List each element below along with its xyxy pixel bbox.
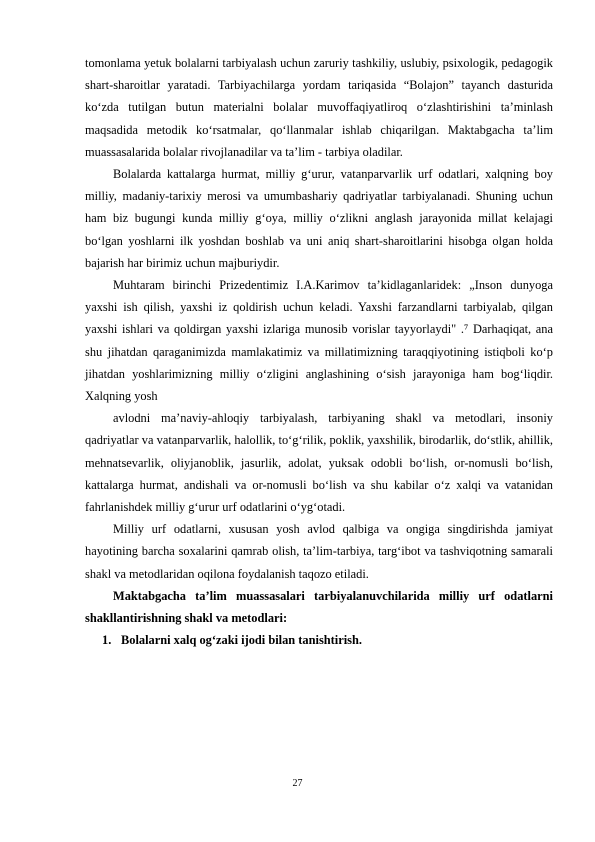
paragraph-5: Milliy urf odatlarni, xususan yosh avlod qalbiga va ongiga singdirishda jamiyat hayotining barcha soxalarini qamrab olish, ta’lim-tarbiya, targ‘ibot va tashviqotning samarali shakl va metodlaridan oqilona foydalanish taqozo etiladi. bbox=[85, 522, 553, 581]
paragraph-3: Muhtaram birinchi Prizedentimiz I.A.Karimov ta’kidlaganlaridek: „Inson dunyoga yaxshi ish qilish, yaxshi iz qoldirish uchun keladi. Yaxshi farzandlarni tarbiyalab, qilgan yaxshi ishlari va qoldirgan yaxshi izlariga munosib vorislar tayyorlaydi" .⁷ Darhaqiqat, ana shu jihatdan qaraganimizda mamlakatimiz va millatimizning taraqqiyotining istiqboli ko‘p jihatdan yoshlarimizning milliy o‘zligini anglashining o‘sish jarayoniga ham bog‘liqdir. Xalqning yosh bbox=[85, 278, 553, 404]
list-item-number: 1. bbox=[102, 633, 112, 648]
paragraph-2: Bolalarda kattalarga hurmat, milliy g‘urur, vatanparvarlik urf odatlari, xalqning boy milliy, madaniy-tarixiy merosi va umumbashariy qadriyatlar tarbiyalanadi. Shuning uchun ham biz bugungi kunda milliy g‘oya, milliy o‘zlikni anglash jarayonida millat kelajagi bo‘lgan yoshlarni ilk yoshdan boshlab va uni aniq shart-sharoitlarini hisobga olgan holda bajarish har birimiz uchun majburiydir. bbox=[85, 167, 553, 270]
paragraph-4: avlodni ma’naviy-ahloqiy tarbiyalash, tarbiyaning shakl va metodlari, insoniy qadriyatlar va vatanparvarlik, halollik, to‘g‘rilik, poklik, yaxshilik, birodarlik, do‘stlik, ahillik, mehnatsevarlik, oliyjanoblik, jasurlik, adolat, yuksak odobli bo‘lish, or-nomusli bo‘lish, kattalarga hurmat, andishali va or-nomusli bo‘lish va shu kabilar o‘z xalqi va vatanidan fahrlanishdek milliy g‘urur urf odatlarini o‘yg‘otadi. bbox=[85, 411, 553, 515]
section-heading: Maktabgacha ta’lim muassasalari tarbiyalanuvchilarida milliy urf odatlarni shakllantirishning shakl va metodlari: bbox=[85, 588, 553, 626]
body-text bbox=[85, 52, 553, 651]
list-item bbox=[85, 629, 553, 651]
paragraph-1: tomonlama yetuk bolalarni tarbiyalash uchun zaruriy tashkiliy, uslubiy, psixologik, pedagogik shart-sharoitlar yaratadi. Tarbiyachilarga yordam tariqasida “Bolajon” tayanch dasturida ko‘zda tutilgan butun materialni bolalar muvoffaqiyatliroq o‘zlashtirishini ta’minlash maqsadida metodik ko‘rsatmalar, qo‘llanmalar ishlab chiqarilgan. Maktabgacha ta’lim muassasalarida bolalar rivojlanadilar va ta’lim - tarbiya oladilar. bbox=[85, 56, 553, 159]
list-item-text: Bolalarni xalq og‘zaki ijodi bilan tanishtirish. bbox=[121, 633, 362, 648]
page-number: 27 bbox=[292, 778, 303, 789]
